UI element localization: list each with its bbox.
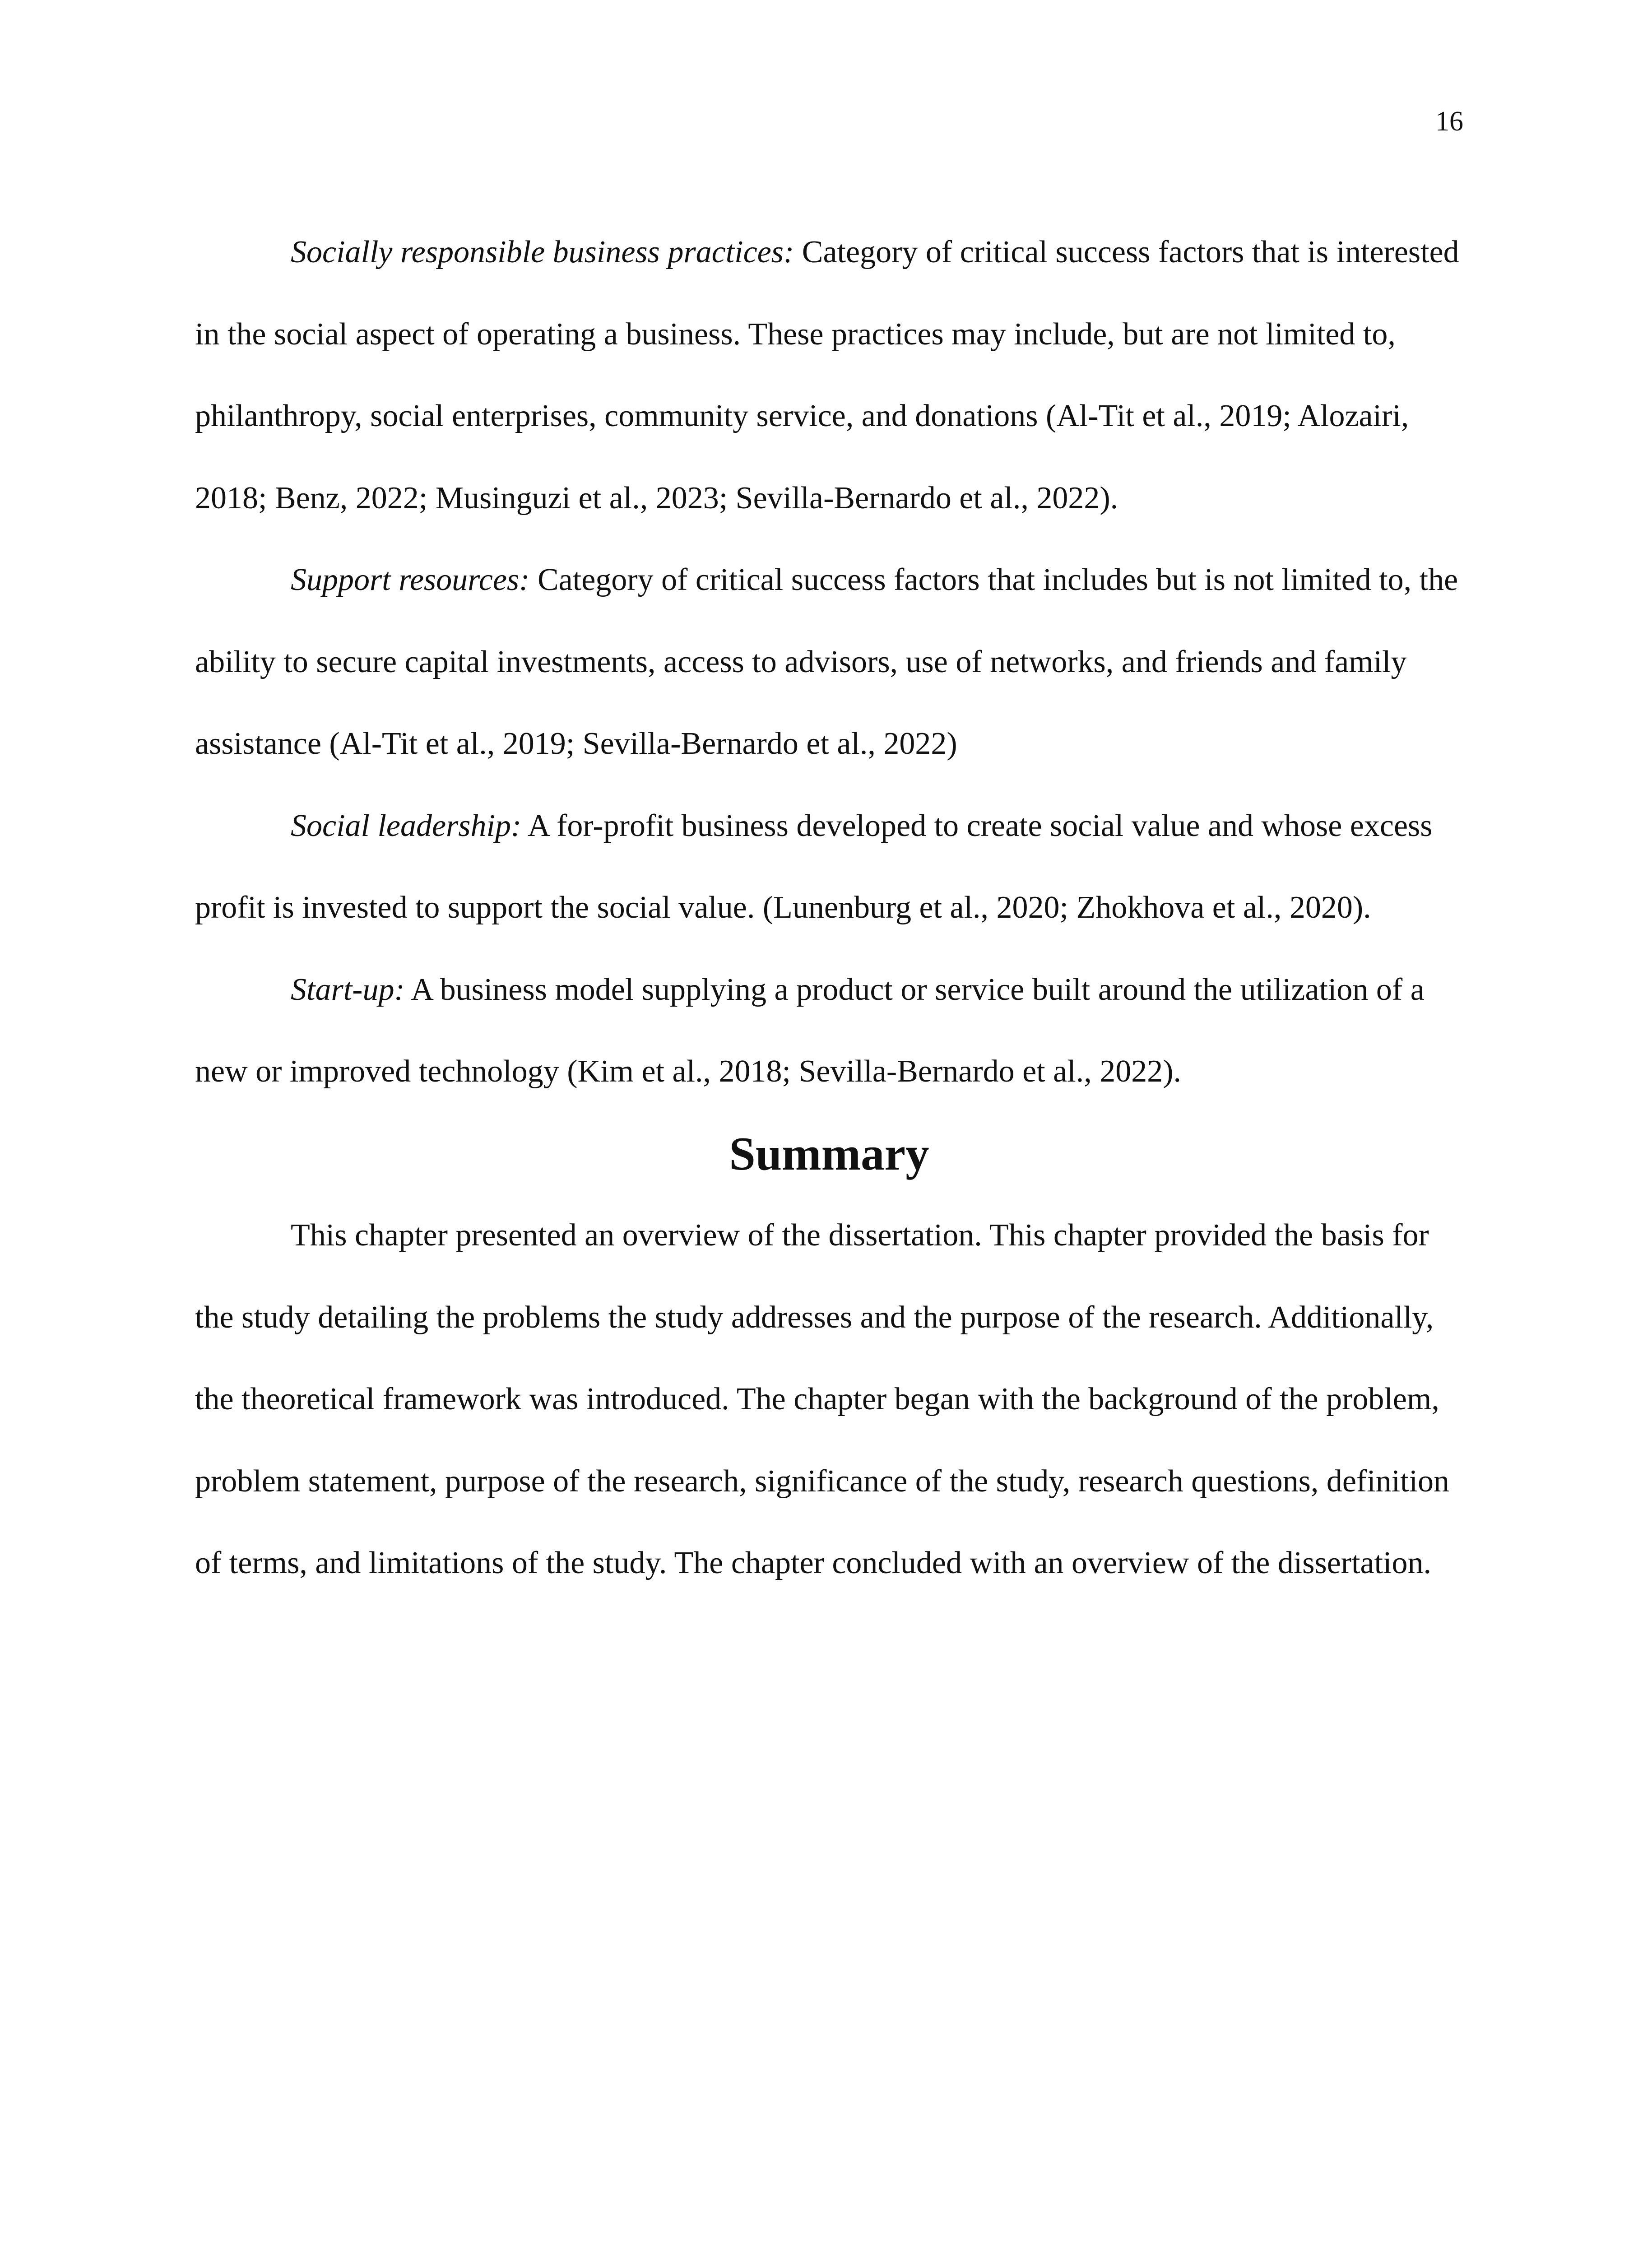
definition-term: Social leadership: [291,808,522,843]
definition-term: Start-up: [291,972,405,1007]
definition-support-resources [195,539,1463,785]
definition-text: A business model supplying a product or service built around the utilization of a new or improved technology (Kim et al., 2018; Sevilla-Bernardo et al., 2022). [195,972,1425,1089]
definition-social-leadership [195,785,1463,949]
definition-term: Support resources: [291,562,530,597]
document-body [195,211,1463,1604]
definition-text: Category of critical success factors that includes but is not limited to, the ability to secure capital investments, access to advisors, use of networks, and friends and family assistance (Al-Tit et al., 2019; Sevilla-Bernardo et al., 2022) [195,562,1458,761]
definition-text: A for-profit business developed to create social value and whose excess profit is invested to support the social value. (Lunenburg et al., 2020; Zhokhova et al., 2020). [195,808,1433,925]
summary-paragraph: This chapter presented an overview of the dissertation. This chapter provided the basis for the study detailing the problems the study addresses and the purpose of the research. Additionally, the theoretical framework was introduced. The chapter began with the background of the problem, problem statement, purpose of the research, significance of the study, research questions, definition of terms, and limitations of the study. The chapter concluded with an overview of the dissertation. [195,1218,1450,1580]
page-number: 16 [1435,106,1463,137]
summary-heading: Summary [729,1127,929,1180]
definition-socially-responsible-business-practices [195,211,1463,539]
definition-term: Socially responsible business practices: [291,235,794,269]
definition-text: Category of critical success factors that is interested in the social aspect of operating a business. These practices may include, but are not limited to, philanthropy, social enterprises, community service, and donations (Al-Tit et al., 2019; Alozairi, 2018; Benz, 2022; Musinguzi et al., 2023; Sevilla-Bernardo et al., 2022). [195,235,1459,515]
definition-start-up [195,949,1463,1113]
